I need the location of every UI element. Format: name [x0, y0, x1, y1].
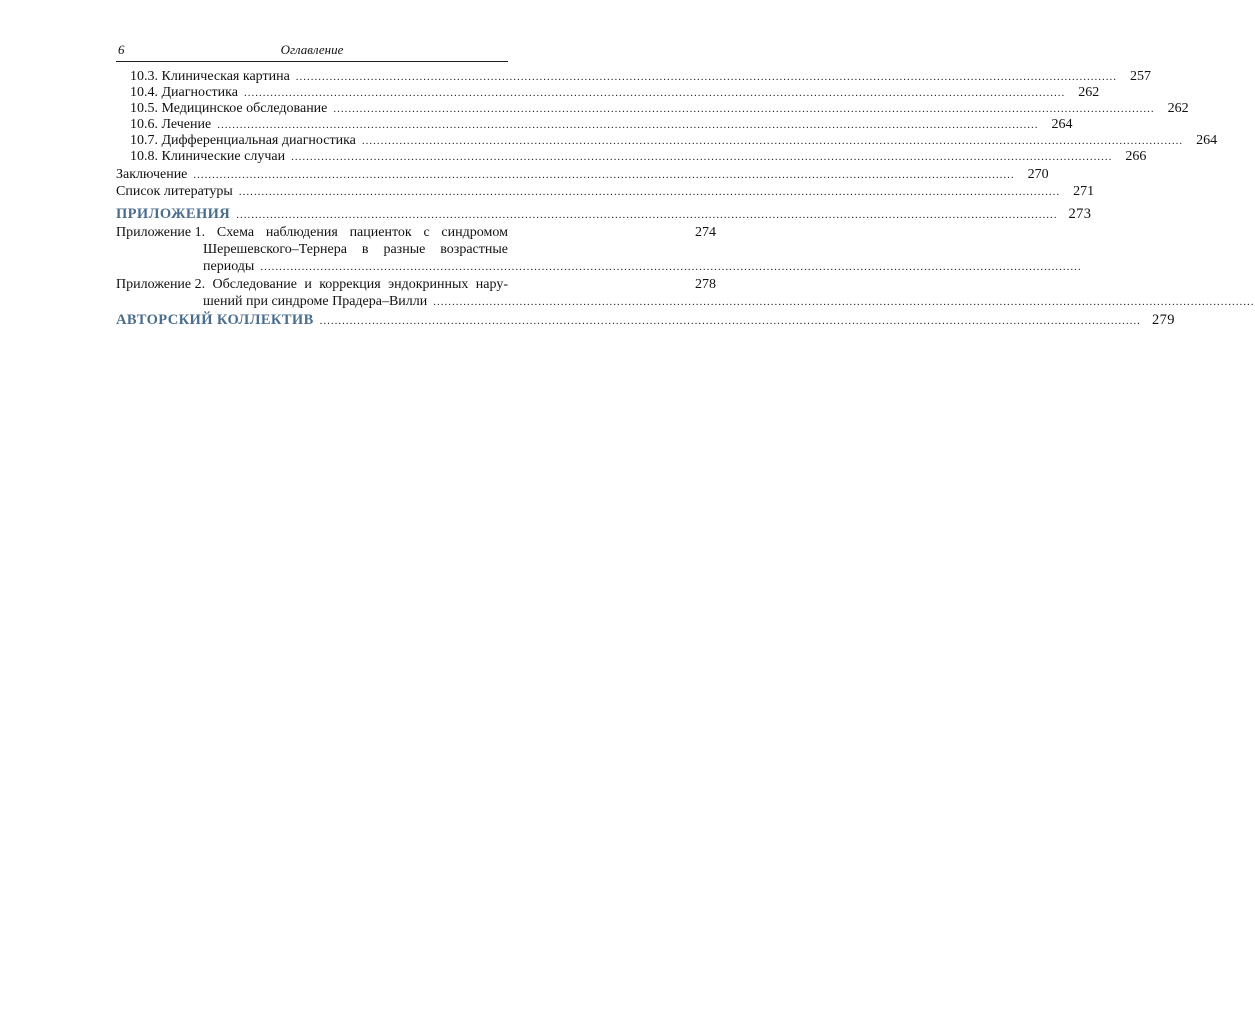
toc-entry-page: 273 — [1068, 206, 1092, 222]
page-number: 6 — [118, 42, 125, 57]
word: эндокринных — [388, 277, 469, 292]
toc-entry-page: 264 — [1196, 133, 1218, 148]
dot-leader — [239, 184, 1060, 200]
toc-appendix-1 — [116, 224, 716, 276]
word: в — [361, 242, 369, 257]
toc-entry-page: 270 — [1027, 167, 1049, 182]
toc-entry-label: 10.8. Клинические случаи — [130, 149, 286, 164]
word: коррекция — [319, 277, 381, 292]
word: наблюдения — [265, 225, 338, 240]
toc-entry — [116, 85, 1100, 101]
toc-entry — [116, 133, 1218, 149]
header-rule — [116, 61, 508, 62]
toc-entry-label: Список литературы — [116, 184, 233, 199]
word: и — [304, 277, 312, 292]
word: разные — [383, 242, 426, 257]
section-heading: АВТОРСКИЙ КОЛЛЕКТИВ — [116, 312, 314, 328]
toc-section-appendices — [116, 206, 1092, 222]
toc-entry-page: 262 — [1078, 85, 1100, 100]
page-header — [116, 42, 508, 60]
appendix-text: периоды — [203, 259, 255, 274]
toc-entry-page: 266 — [1125, 149, 1147, 164]
word: нару- — [475, 277, 508, 292]
toc-entry-label: 10.6. Лечение — [130, 117, 212, 132]
toc-entry-label: 10.3. Клиническая картина — [130, 69, 290, 84]
toc-entry-page: 274 — [695, 225, 716, 240]
toc-entry — [116, 101, 1189, 117]
dot-leader — [296, 69, 1117, 85]
toc-appendix-2 — [116, 276, 716, 311]
toc-entry-label: Заключение — [116, 167, 188, 182]
toc-entry-page: 278 — [695, 277, 716, 292]
toc-entry-label: 10.5. Медицинское обследование — [130, 101, 328, 116]
toc-entry — [116, 184, 1095, 200]
dot-leader — [217, 117, 1038, 133]
word: с — [423, 225, 430, 240]
toc-entry-page: 279 — [1151, 312, 1175, 328]
toc-section-authors — [116, 312, 1175, 328]
toc-entry-page: 257 — [1130, 69, 1152, 84]
dot-leader — [193, 167, 1014, 183]
toc-entry — [116, 69, 1152, 85]
toc-entry — [116, 117, 1073, 133]
word: синдромом — [441, 225, 508, 240]
toc-entry-label: 10.4. Диагностика — [130, 85, 238, 100]
toc-entry-page: 271 — [1073, 184, 1095, 199]
word: Обследование — [212, 277, 297, 292]
word: пациенток — [349, 225, 412, 240]
dot-leader — [236, 207, 1057, 223]
toc-entry — [116, 167, 1049, 183]
dot-leader — [362, 133, 1183, 149]
word: Шерешевского–Тернера — [203, 242, 347, 257]
dot-leader — [320, 313, 1141, 329]
appendix-prefix: Приложение 2. — [116, 277, 206, 292]
dot-leader — [333, 101, 1154, 117]
word: Схема — [216, 225, 255, 240]
toc-entry-page: 262 — [1167, 101, 1189, 116]
dot-leader — [244, 85, 1065, 101]
appendix-prefix: Приложение 1. — [116, 225, 206, 240]
word: возрастные — [440, 242, 508, 257]
dot-leader — [291, 149, 1112, 165]
running-title: Оглавление — [280, 42, 344, 57]
section-heading: ПРИЛОЖЕНИЯ — [116, 206, 231, 222]
appendix-text: шений при синдроме Прадера–Вилли — [203, 294, 428, 309]
toc-entry — [116, 149, 1147, 165]
toc-entry-page: 264 — [1051, 117, 1073, 132]
toc-entry-label: 10.7. Дифференциальная диагностика — [130, 133, 356, 148]
